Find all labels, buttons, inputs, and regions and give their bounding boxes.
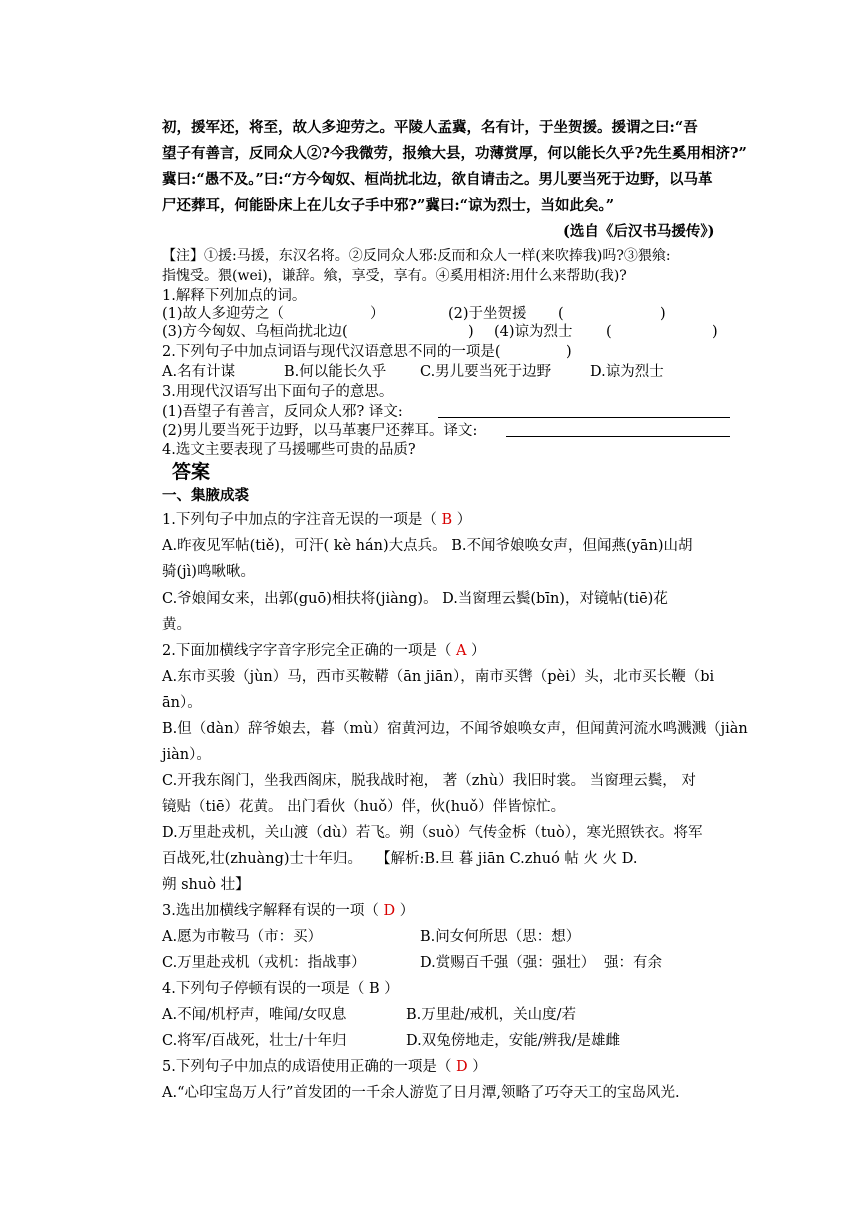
answer-3-option-c: C.万里赴戎机（戎机：指战事） [162,955,366,971]
question-1-item-3-close: ) [468,324,474,340]
answer-4-option-c: C.将军/百战死，壮士/十年归 [162,1033,347,1049]
answer-3-option-a: A.愿为市鞍马（市：买） [162,929,323,945]
question-2-close: ) [566,344,572,360]
answer-3-option-b: B.问女何所思（思：想） [420,929,581,945]
question-3: 3.用现代汉语写出下面句子的意思。 [162,384,394,400]
answer-4-stem: 4.下列句子停顿有误的一项是（ B ） [162,981,399,997]
question-4: 4.选文主要表现了马援哪些可贵的品质? [162,442,416,458]
translation-answer-line-1 [438,417,730,418]
answer-1-line-1: A.昨夜见军帖(tiě)，可汗( kè hán)大点兵。 B.不闻爷娘唤女声，但闻燕(yān)山胡 [162,538,693,554]
question-2: 2.下列句子中加点词语与现代汉语意思不同的一项是( [162,344,501,360]
question-2-option-b: B.何以能长久乎 [284,364,387,380]
question-1-item-2: (2)于坐贺援 [448,306,527,322]
answer-4-option-d: D.双兔傍地走，安能/辨我/是雄雌 [406,1033,620,1049]
answer-5-stem: 5.下列句子中加点的成语使用正确的一项是（ D ） [162,1059,487,1075]
answer-2-analysis-cont: 朔 shuò 壮】 [162,877,250,893]
answer-3-stem: 3.选出加横线字解释有误的一项（ D ） [162,903,415,919]
answer-2-line-4: jiàn）。 [162,747,211,763]
question-1-item-2-open: ( [558,306,564,322]
answer-3-key: D [383,903,396,919]
answer-1-line-3: C.爷娘闻女来，出郭(guō)相扶将(jiàng)。 D.当窗理云鬓(bīn)，对镜帖(tiē)花 [162,591,668,607]
answer-4-key: B [368,981,380,997]
passage-line-3: 冀曰:“愚不及。”曰:“方今匈奴、桓尚扰北边，欲自请击之。男儿要当死于边野，以马革 [162,171,713,188]
question-1-item-4-close: ) [712,324,718,340]
answer-heading: 答案 [172,461,211,483]
answer-5-key: D [455,1059,468,1075]
answer-1-key: B [441,512,453,528]
answer-1-line-2: 骑(jì)鸣啾啾。 [162,564,255,580]
question-1-item-1: (1)故人多迎劳之（ [162,306,285,322]
question-2-option-a: A.名有计谋 [162,364,236,380]
answer-2-stem: 2.下面加横线字字音字形完全正确的一项是（ A ） [162,643,486,659]
question-1-item-3: (3)方今匈奴、乌桓尚扰北边( [162,324,348,340]
section-heading-1: 一、集腋成裘 [162,487,249,504]
answer-2-line-7: D.万里赴戎机，关山渡（dù）若飞。朔（suò）气传金柝（tuò），寒光照铁衣。将军 [162,825,703,841]
answer-4-option-a: A.不闻/机杼声，唯闻/女叹息 [162,1007,347,1023]
question-1-item-2-close: ) [660,306,666,322]
question-1-item-4-open: ( [606,324,612,340]
answer-2-line-1: A.东市买骏（jùn）马，西市买鞍鞯（ān jiān），南市买辔（pèi）头，北市买长鞭（bi [162,669,715,685]
question-3-item-1: (1)吾望子有善言，反同众人邪? 译文: [162,404,403,420]
answer-1-stem: 1.下列句子中加点的字注音无误的一项是（ B ） [162,512,472,528]
question-3-item-2: (2)男儿要当死于边野，以马革裹尸还葬耳。译文: [162,423,478,439]
answer-2-line-3: B.但（dàn）辞爷娘去，暮（mù）宿黄河边，不闻爷娘唤女声，但闻黄河流水鸣溅溅（jiàn [162,721,748,737]
answer-2-line-2: ān）。 [162,695,202,711]
answer-3-option-d-note: 强：有余 [604,955,662,971]
question-1: 1.解释下列加点的词。 [162,288,307,304]
question-1-item-1-close: ） [370,306,385,322]
note-line-1: 【注】①援:马援，东汉名将。②反同众人邪:反而和众人一样(来吹捧我)吗?③猥飨: [162,248,671,264]
question-2-option-d: D.谅为烈士 [590,364,664,380]
answer-2-analysis: 【解析:B.旦 暮 jiān C.zhuó 帖 火 火 D. [376,851,638,867]
question-1-item-4: (4)谅为烈士 [494,324,573,340]
passage-line-4: 尸还葬耳，何能卧床上在儿女子手中邪?”冀曰:“谅为烈士，当如此矣。” [162,197,615,214]
answer-2-key: A [455,643,467,659]
answer-2-line-8: 百战死,壮(zhuàng)士十年归。 [162,851,363,867]
passage-source: (选自《后汉书马援传》) [563,223,715,240]
answer-2-line-5: C.开我东阁门，坐我西阁床，脱我战时袍， 著（zhù）我旧时裳。 当窗理云鬓， 对 [162,773,696,789]
note-line-2: 指愧受。猥(wei)，谦辞。飨，享受，享有。④奚用相济:用什么来帮助(我)? [162,268,627,284]
answer-2-line-6: 镜贴（tiē）花黄。 出门看伙（huǒ）伴，伙(huǒ）伴皆惊忙。 [162,799,566,815]
question-2-option-c: C.男儿要当死于边野 [420,364,552,380]
answer-4-option-b: B.万里赴/戒机，关山度/若 [406,1007,577,1023]
passage-line-1: 初，援军还，将至，故人多迎劳之。平陵人孟冀，名有计，于坐贺援。援谓之曰:“吾 [162,119,698,136]
translation-answer-line-2 [506,436,730,437]
answer-5-option-a: A.“心印宝岛万人行”首发团的一千余人游览了日月潭,领略了巧夺天工的宝岛风光. [162,1085,680,1101]
answer-3-option-d: D.赏赐百千强（强：强壮） [420,955,596,971]
answer-1-line-4: 黄。 [162,617,191,633]
passage-line-2: 望子有善言，反同众人②?今我微劳，报飨大县，功薄赏厚，何以能长久乎?先生奚用相济?” [162,145,747,162]
